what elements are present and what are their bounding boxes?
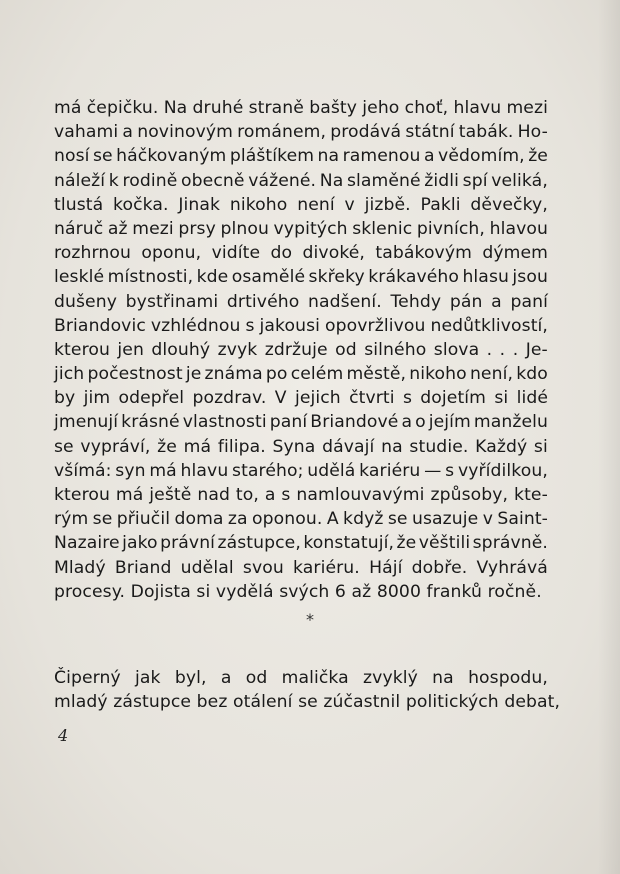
text-line: vahami a novinovým románem, prodává státní tabák. Ho-	[54, 122, 548, 143]
section-separator: *	[306, 610, 314, 629]
text-line: Čiperný jak byl, a od malička zvyklý na hospodu,	[54, 668, 548, 688]
page-edge-shadow	[598, 0, 620, 874]
text-line: rým se přiučil doma za oponou. A když se usazuje v Saint-	[54, 509, 548, 530]
text-line: Briandovic vzhlédnou s jakousi opovržlivou nedůtklivostí,	[54, 315, 548, 336]
text-line: se vypráví, že má filipa. Syna dávají na studie. Každý si	[54, 436, 548, 457]
page-number: 4	[58, 726, 69, 745]
text-line: jich počestnost je známa po celém městě, nikoho není, kdo	[54, 364, 548, 385]
text-line: tlustá kočka. Jinak nikoho není v jizbě. Pakli děvečky,	[54, 194, 548, 215]
text-line: by jim odepřel pozdrav. V jejich čtvrti s dojetím si lidé	[54, 388, 548, 409]
text-line: rozhrnou oponu, vidíte do divoké, tabákovým dýmem	[54, 243, 548, 264]
main-paragraph	[54, 96, 548, 604]
text-line: kterou jen dlouhý zvyk zdržuje od silného slova . . . Je-	[54, 339, 548, 360]
text-line: Nazaire jako právní zástupce, konstatují, že věštili správně.	[54, 533, 548, 554]
text-line: procesy. Dojista si vydělá svých 6 až 8000 franků ročně.	[54, 581, 542, 602]
text-line: kterou má ještě nad to, a s namlouvavými způsoby, kte-	[54, 485, 548, 505]
text-line: má čepičku. Na druhé straně bašty jeho choť, hlavu mezi	[54, 98, 548, 118]
text-line: jmenují krásné vlastnosti paní Briandové a o jejím manželu	[54, 412, 548, 433]
text-line: lesklé místnosti, kde osamělé skřeky krákavého hlasu jsou	[54, 267, 548, 288]
text-line: nosí se háčkovaným pláštíkem na ramenou a vědomím, že	[54, 146, 548, 167]
text-line: Mladý Briand udělal svou kariéru. Hájí dobře. Vyhrává	[54, 557, 548, 578]
text-line: dušeny bystřinami drtivého nadšení. Tehdy pán a paní	[54, 291, 548, 312]
text-line: mladý zástupce bez otálení se zúčastnil politických debat,	[54, 692, 561, 713]
text-line: náruč až mezi prsy plnou vypitých sklenic pivních, hlavou	[54, 218, 548, 239]
text-line: všímá: syn má hlavu starého; udělá kariéru — s vyřídilkou,	[54, 460, 548, 481]
text-line: náleží k rodině obecně vážené. Na slaměné židli spí veliká,	[54, 170, 548, 191]
second-paragraph	[54, 666, 561, 714]
